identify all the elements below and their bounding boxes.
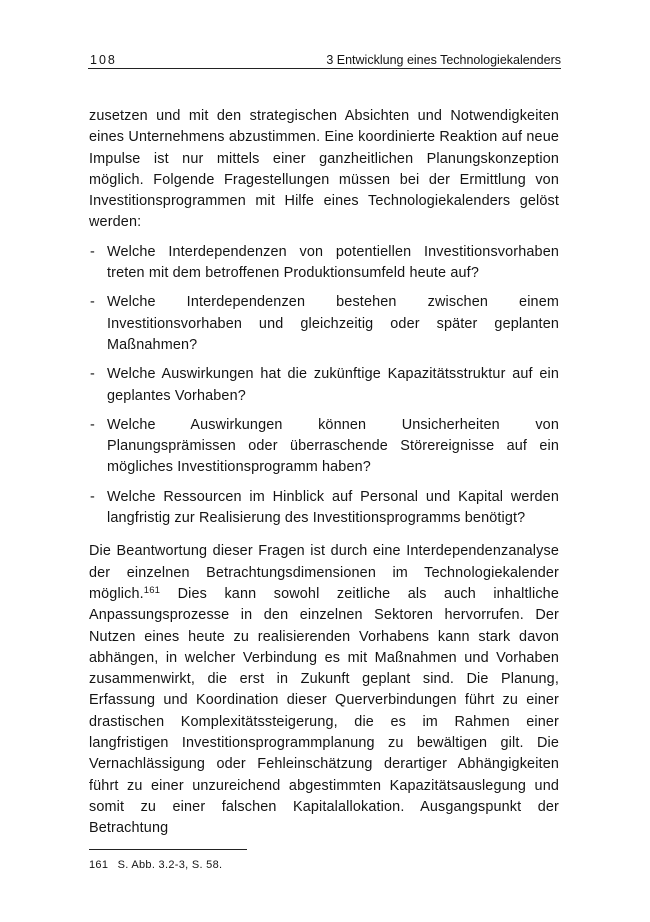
analysis-paragraph: [89, 541, 559, 839]
footnote-divider: [89, 849, 247, 850]
footnote-number: 161: [89, 859, 109, 871]
list-item-text: Welche Interdependenzen von potentiellen Investitionsvorhaben treten mit dem betroffenen Produktionsumfeld heute auf?: [107, 243, 559, 282]
chapter-title: 3 Entwicklung eines Technologiekalenders: [326, 53, 561, 67]
analysis-text-rest: Dies kann sowohl zeitliche als auch inhaltliche Anpassungsprozesse in den einzelnen Sektoren hervorrufen. Der Nutzen eines heute zu realisierenden Vorhabens kann stark davon abhängen, in welcher Verbindung es mit Maßnahmen und Vorhaben zusammenwirkt, die erst in Zukunft geplant sind. Die Planung, Erfassung und Koordination dieser Querverbindungen führt zu einer drastischen Komplexitätssteigerung, die es im Rahmen einer langfristigen Investitionsprogrammplanung zu bewältigen gilt. Die Vernachlässigung oder Fehleinschätzung derartiger Abhängigkeiten führt zu einer unzureichend abgestimmten Kapazitätsauslegung und somit zu einer falschen Kapitalallokation. Ausgangspunkt der Betrachtung: [89, 585, 559, 837]
question-list: [89, 242, 559, 530]
page-body: [89, 106, 559, 840]
list-item-text: Welche Interdependenzen bestehen zwischen einem Investitionsvorhaben und gleichzeitig oder später geplanten Maßnahmen?: [107, 294, 559, 353]
list-dash: -: [90, 366, 95, 383]
footnote: [89, 859, 222, 871]
list-item: [89, 415, 559, 479]
list-dash: -: [90, 416, 95, 433]
footnote-text: S. Abb. 3.2-3, S. 58.: [117, 859, 223, 871]
list-dash: -: [90, 488, 95, 505]
running-header: [88, 51, 561, 69]
footnote-reference[interactable]: 161: [143, 584, 161, 596]
list-item-text: Welche Ressourcen im Hinblick auf Personal und Kapital werden langfristig zur Realisierung des Investitionsprogramms benötigt?: [107, 488, 559, 527]
intro-paragraph: zusetzen und mit den strategischen Absichten und Notwendigkeiten eines Unternehmens abzustimmen. Eine koordinierte Reaktion auf neue Impulse ist nur mittels einer ganzheitlichen Planungskonzeption möglich. Folgende Fragestellungen müssen bei der Ermittlung von Investitionsprogrammen mit Hilfe eines Technologiekalenders gelöst werden:: [89, 108, 559, 231]
analysis-text-start: Die Beantwortung dieser Fragen ist durch eine Interdependenzanalyse der einzelnen Betrachtungsdimensionen im Technologiekalender möglich.: [89, 543, 559, 602]
list-item: [89, 292, 559, 356]
list-item: [89, 364, 559, 407]
list-item: [89, 242, 559, 285]
list-dash: -: [90, 243, 95, 260]
page-number: 108: [90, 53, 117, 67]
list-item: [89, 487, 559, 530]
list-item-text: Welche Auswirkungen hat die zukünftige Kapazitätsstruktur auf ein geplantes Vorhaben?: [107, 366, 559, 404]
list-dash: -: [90, 294, 95, 311]
list-item-text: Welche Auswirkungen können Unsicherheiten von Planungsprämissen oder überraschende Störereignisse auf ein mögliches Investitionsprogramm haben?: [107, 416, 559, 476]
